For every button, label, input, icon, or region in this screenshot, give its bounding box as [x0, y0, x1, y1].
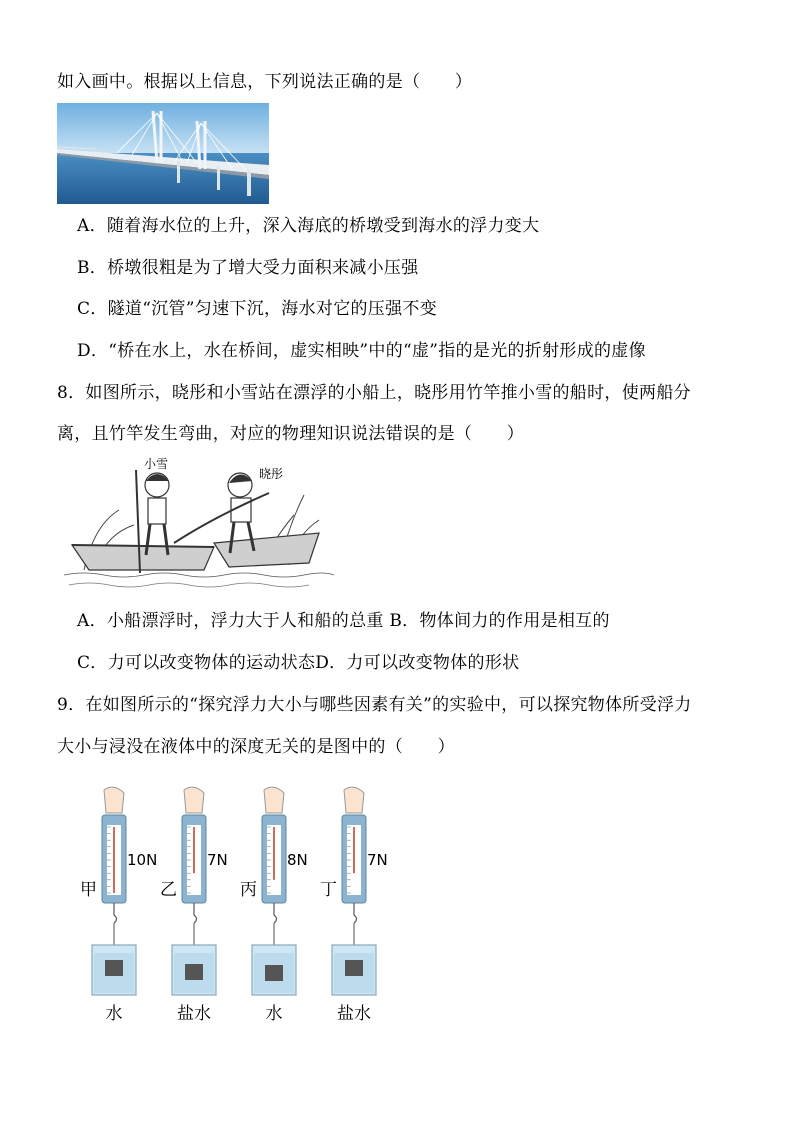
- hand-icon: [344, 787, 364, 813]
- scale-hook: [274, 903, 277, 923]
- q8-stem-line1: 8．如图所示，晓彤和小雪站在漂浮的小船上，晓彤用竹竿推小雪的船时，使两船分: [57, 383, 691, 403]
- figure-label-xiaoxue: 小雪: [144, 457, 169, 471]
- scale-reading-label: 7N: [367, 851, 388, 869]
- q7-option-a: A．随着海水位的上升，深入海底的桥墩受到海水的浮力变大: [77, 216, 540, 236]
- metal-block: [265, 965, 283, 981]
- metal-block: [345, 960, 363, 976]
- scale-hook: [354, 903, 357, 923]
- liquid-label: 盐水: [177, 1004, 211, 1024]
- q7-stem-tail: 如入画中。根据以上信息，下列说法正确的是（ ）: [57, 72, 473, 92]
- buoyancy-experiment-figure: [78, 785, 398, 1025]
- scale-hook: [194, 903, 197, 923]
- q9-stem-line1: 9．在如图所示的“探究浮力大小与哪些因素有关”的实验中，可以探究物体所受浮力: [57, 695, 692, 715]
- q7-option-c: C．隧道“沉管”匀速下沉，海水对它的压强不变: [77, 299, 437, 319]
- metal-block: [105, 960, 123, 976]
- q9-stem-line2: 大小与浸没在液体中的深度无关的是图中的（ ）: [57, 737, 455, 757]
- setup-name-label: 甲: [80, 880, 97, 900]
- q7-option-d: D．“桥在水上，水在桥间，虚实相映”中的“虚”指的是光的折射形成的虚像: [77, 341, 646, 361]
- q8-options-row1: A．小船漂浮时，浮力大于人和船的总重 B．物体间力的作用是相互的: [77, 611, 610, 631]
- figure-label-xiaotong: 晓彤: [259, 467, 284, 481]
- q7-option-b: B．桥墩很粗是为了增大受力面积来减小压强: [77, 258, 419, 278]
- setup-name-label: 丙: [240, 880, 257, 900]
- hand-icon: [184, 787, 204, 813]
- q8-stem-line2: 离，且竹竿发生弯曲，对应的物理知识说法错误的是（ ）: [57, 424, 525, 444]
- bridge-photo: [57, 103, 269, 204]
- liquid-label: 水: [105, 1004, 123, 1024]
- boats-figure: [64, 455, 334, 595]
- metal-block: [185, 964, 203, 980]
- scale-hook: [114, 903, 117, 923]
- q8-options-row2: C．力可以改变物体的运动状态D．力可以改变物体的形状: [77, 653, 520, 673]
- setup-name-label: 乙: [160, 880, 177, 900]
- scale-reading-label: 10N: [127, 851, 158, 869]
- scale-reading-label: 7N: [207, 851, 228, 869]
- liquid-label: 水: [265, 1004, 283, 1024]
- hand-icon: [264, 787, 284, 813]
- scale-reading-label: 8N: [287, 851, 308, 869]
- hand-icon: [104, 787, 124, 813]
- setup-name-label: 丁: [320, 880, 337, 900]
- liquid-label: 盐水: [337, 1004, 371, 1024]
